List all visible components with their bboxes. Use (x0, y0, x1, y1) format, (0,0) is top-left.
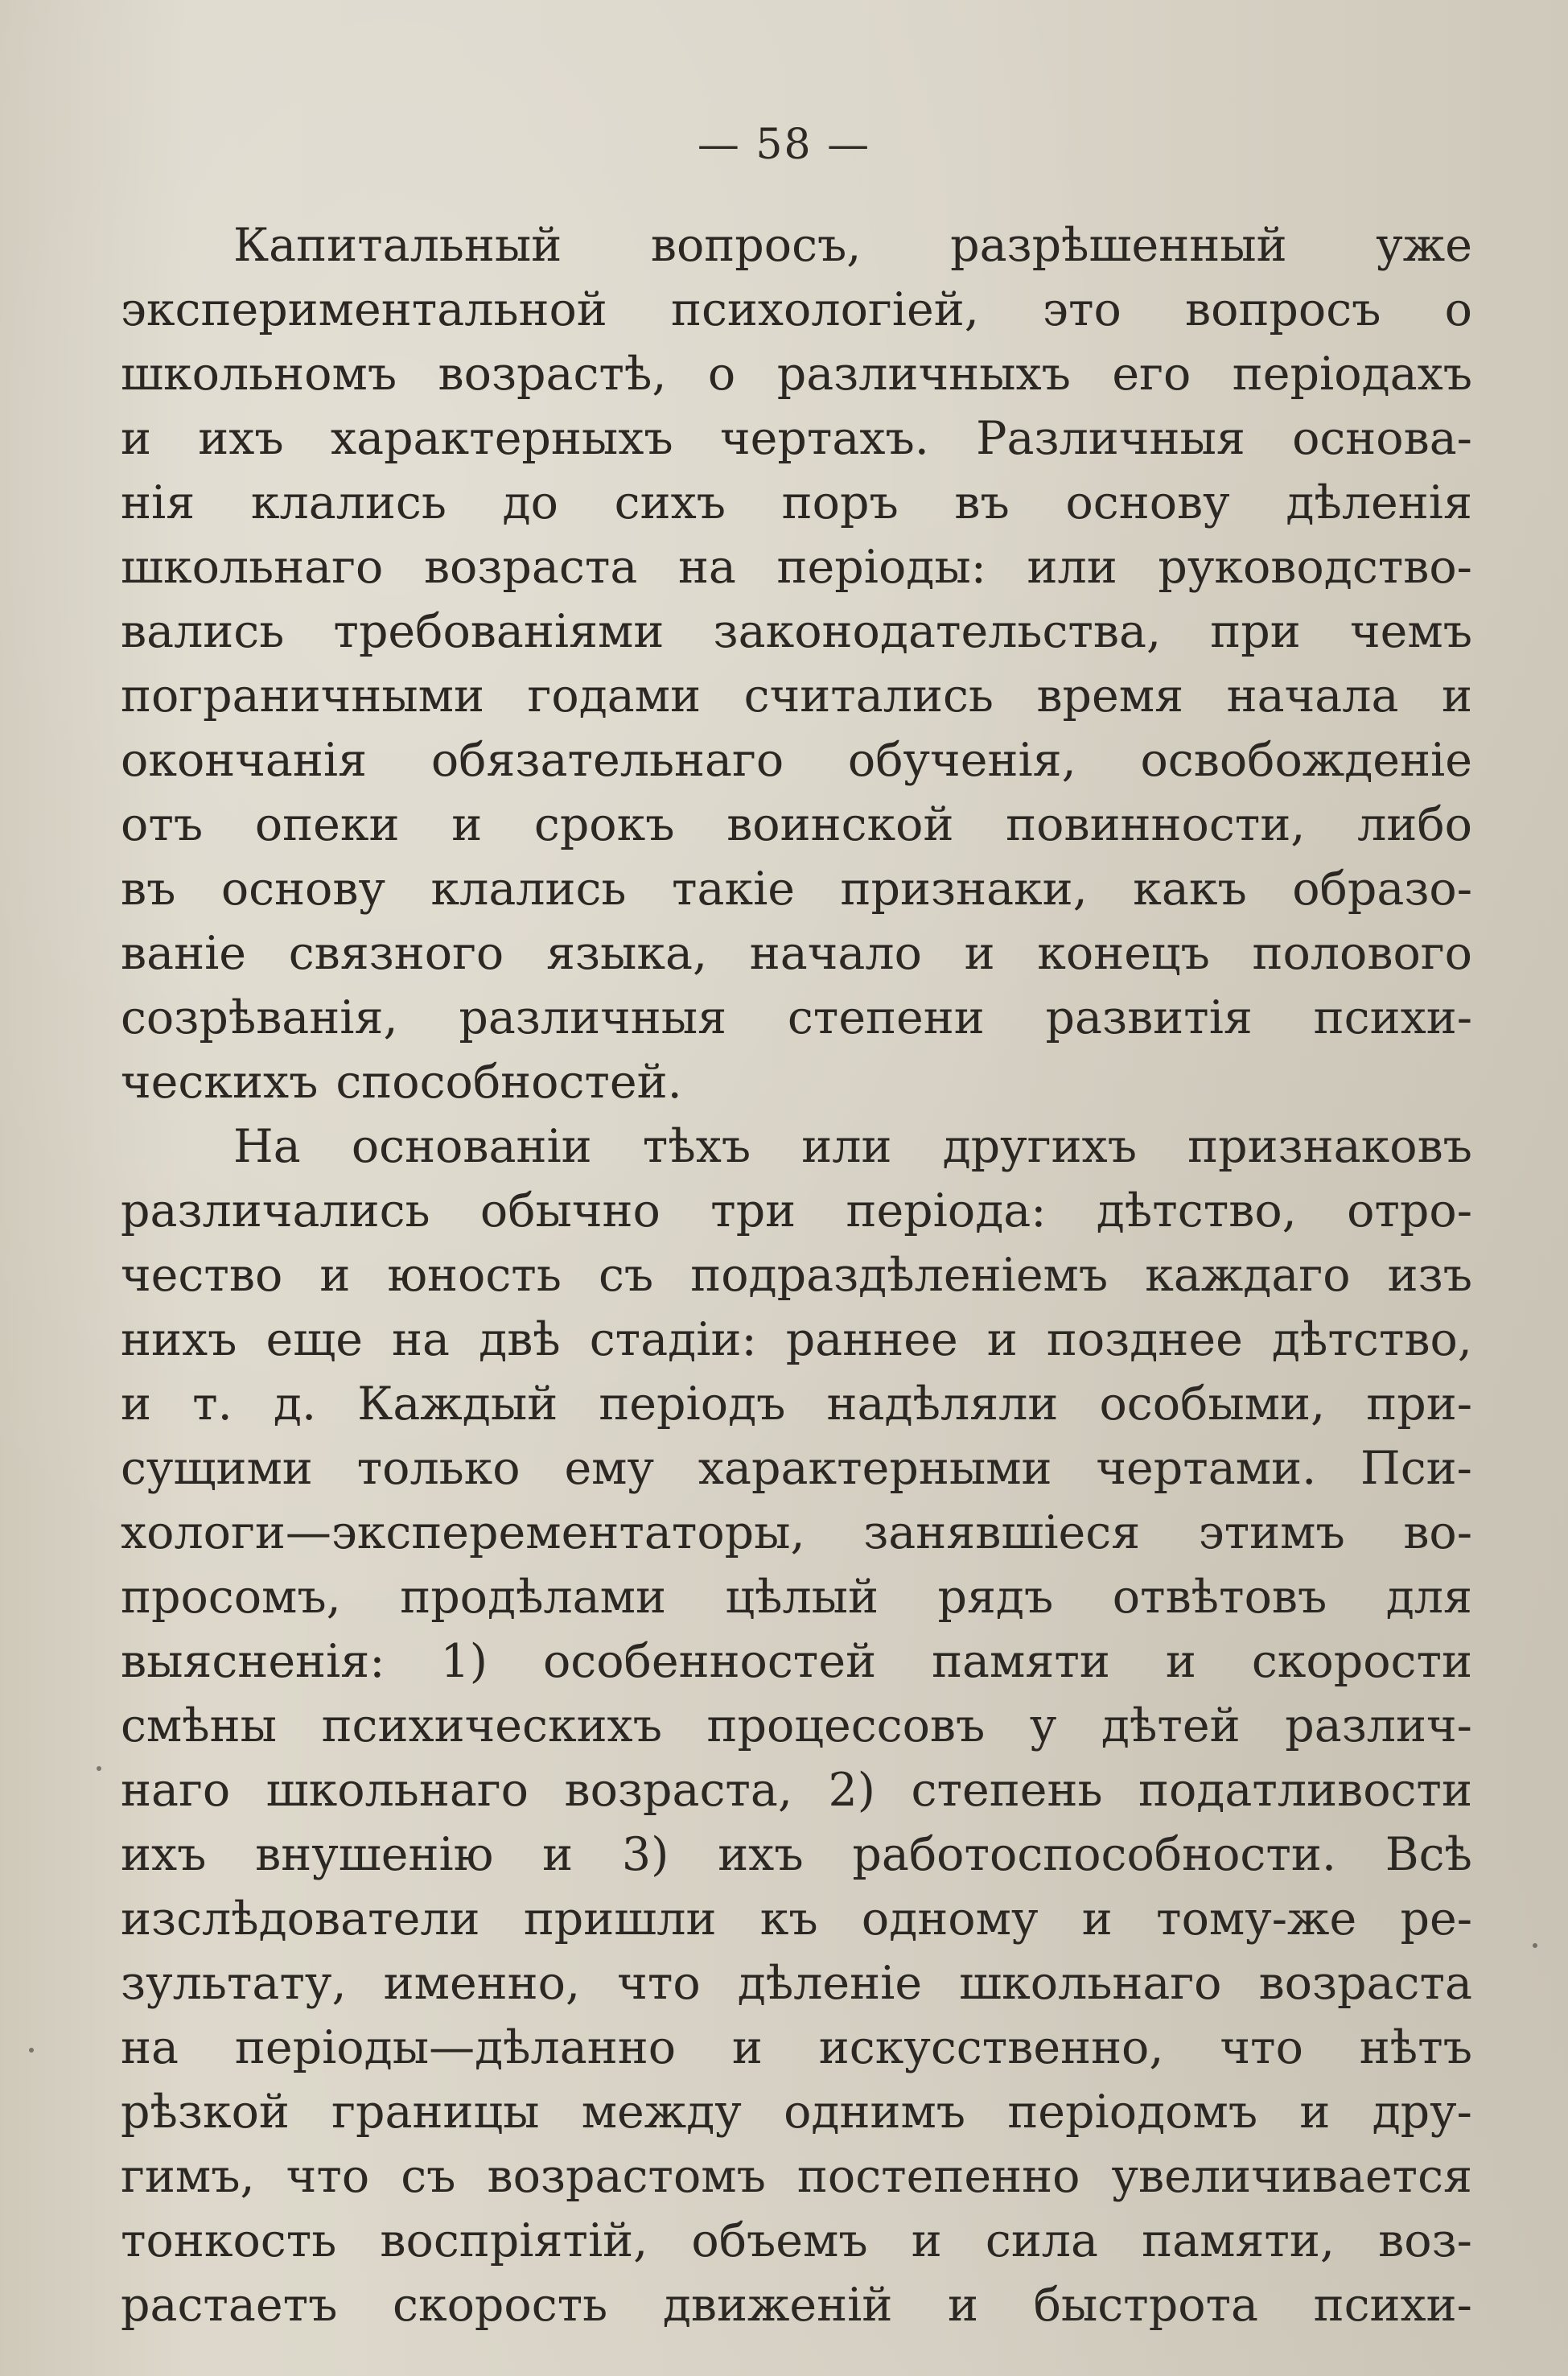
text-line: окончанія обязательнаго обученія, освобожденіе (121, 734, 1472, 787)
text-line: ваніе связного языка, начало и конецъ полового (121, 927, 1472, 980)
text-line: гимъ, что съ возрастомъ постепенно увеличивается (121, 2150, 1472, 2203)
paragraph (121, 1114, 1472, 2337)
text-line: нихъ еще на двѣ стадіи: раннее и позднее дѣтство, (121, 1313, 1472, 1366)
page-speck (29, 2048, 34, 2053)
text-line: ческихъ способностей. (121, 1056, 682, 1109)
text-line: и т. д. Каждый періодъ надѣляли особыми, при- (121, 1377, 1472, 1431)
text-line: зультату, именно, что дѣленіе школьнаго возраста (121, 1957, 1472, 2010)
text-line: хологи—эксперементаторы, занявшіеся этимъ во- (121, 1506, 1472, 1559)
text-line: просомъ, продѣлами цѣлый рядъ отвѣтовъ для (121, 1571, 1472, 1624)
text-line: экспериментальной психологіей, это вопросъ о (121, 283, 1472, 336)
text-line: различались обычно три періода: дѣтство, отро- (121, 1184, 1472, 1237)
page-number: — 58 — (697, 121, 871, 169)
text-line: пограничными годами считались время начала и (121, 669, 1472, 723)
text-line: чество и юность съ подраздѣленіемъ каждаго изъ (121, 1249, 1472, 1302)
text-line: рѣзкой границы между однимъ періодомъ и дру- (121, 2086, 1472, 2139)
text-line: наго школьнаго возраста, 2) степень податливости (121, 1764, 1472, 1817)
page-speck (1533, 1943, 1537, 1948)
text-line: въ основу клались такіе признаки, какъ образо- (121, 863, 1472, 916)
text-line: изслѣдователи пришли къ одному и тому-же ре- (121, 1892, 1472, 1946)
text-line: На основаніи тѣхъ или другихъ признаковъ (233, 1120, 1472, 1173)
text-line: смѣны психическихъ процессовъ у дѣтей различ- (121, 1699, 1472, 1752)
text-line: созрѣванія, различныя степени развитія психи- (121, 991, 1472, 1044)
text-line: вались требованіями законодательства, при чемъ (121, 605, 1472, 658)
text-line: выясненія: 1) особенностей памяти и скорости (121, 1635, 1472, 1688)
text-line: школьнаго возраста на періоды: или руководство- (121, 541, 1472, 594)
text-line: отъ опеки и срокъ воинской повинности, либо (121, 798, 1472, 851)
text-line: ихъ внушенію и 3) ихъ работоспособности. Всѣ (121, 1828, 1472, 1881)
text-line: Капитальный вопросъ, разрѣшенный уже (233, 219, 1472, 272)
text-line: и ихъ характерныхъ чертахъ. Различныя основа- (121, 412, 1472, 465)
paragraph (121, 213, 1472, 1114)
text-line: сущими только ему характерными чертами. Пси- (121, 1442, 1472, 1495)
text-line: на періоды—дѣланно и искусственно, что нѣтъ (121, 2021, 1472, 2074)
page-speck (97, 1766, 101, 1771)
text-line: растаетъ скорость движеній и быстрота психи- (121, 2279, 1472, 2332)
text-line: нія клались до сихъ поръ въ основу дѣленія (121, 476, 1472, 529)
text-line: школьномъ возрастѣ, о различныхъ его періодахъ (121, 348, 1472, 401)
body-text (121, 213, 1472, 2337)
text-line: тонкость воспріятій, объемъ и сила памяти, воз- (121, 2214, 1472, 2267)
